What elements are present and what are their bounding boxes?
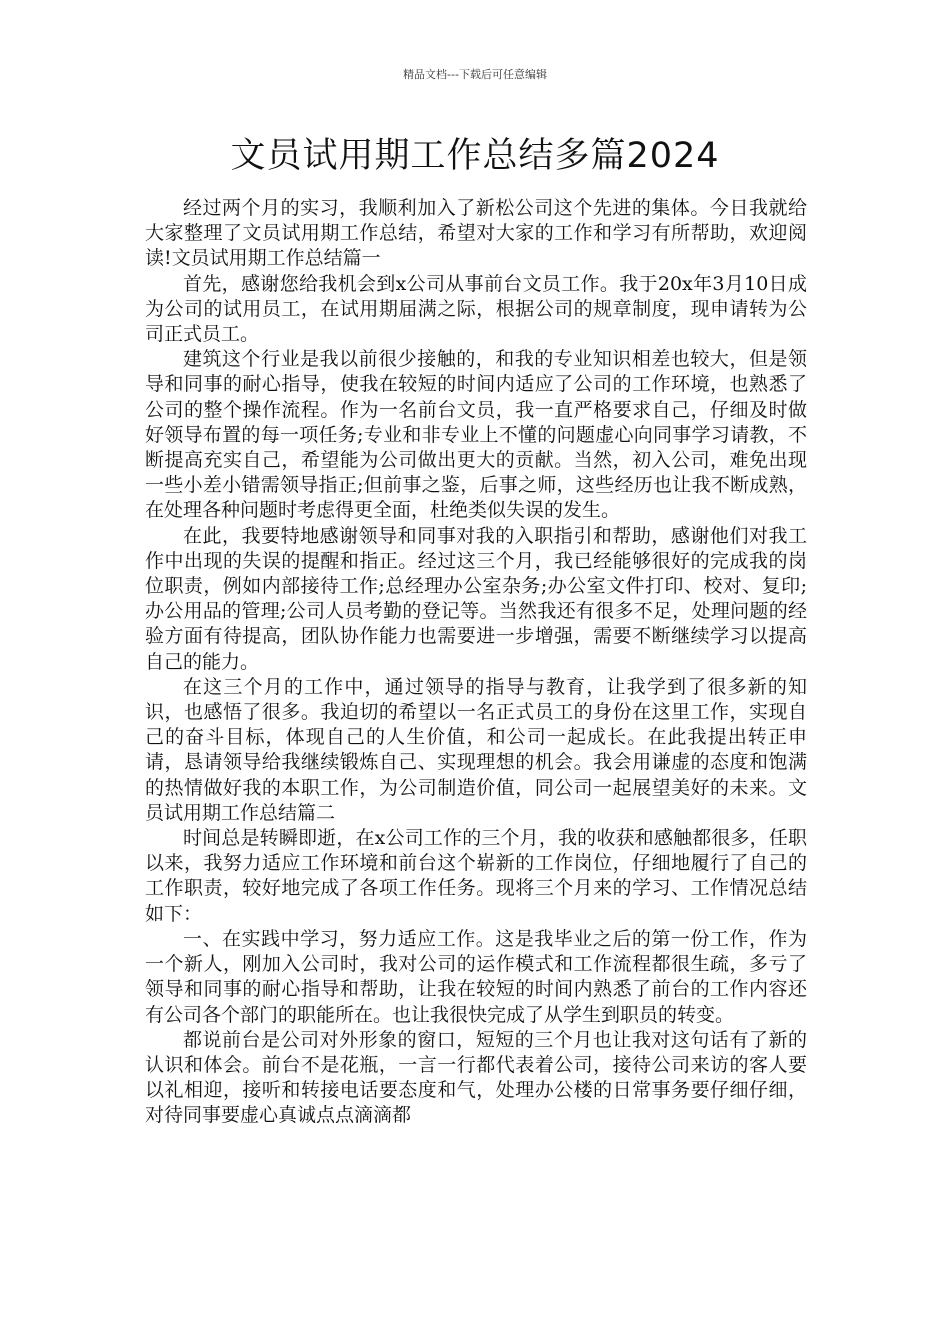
paragraph-intro: 经过两个月的实习，我顺利加入了新松公司这个先进的集体。今日我就给大家整理了文员试用期工作总结，希望对大家的工作和学习有所帮助，欢迎阅读!文员试用期工作总结篇一 bbox=[145, 197, 807, 270]
paragraph: 建筑这个行业是我以前很少接触的，和我的专业知识相差也较大，但是领导和同事的耐心指导，使我在较短的时间内适应了公司的工作环境，也熟悉了公司的整个操作流程。作为一名前台文员，我一直严格要求自己，仔细及时做好领导布置的每一项任务;专业和非专业上不懂的问题虚心向同事学习请教，不断提高充实自己，希望能为公司做出更大的贡献。当然，初入公司，难免出现一些小差小错需领导指正;但前事之鉴，后事之师，这些经历也让我不断成熟，在处理各种问题时考虑得更全面，杜绝类似失误的发生。 bbox=[145, 348, 807, 522]
page-header: 精品文档---下载后可任意编辑 bbox=[403, 68, 547, 81]
document-title: 文员试用期工作总结多篇2024 bbox=[230, 136, 720, 176]
paragraph: 首先，感谢您给我机会到x公司从事前台文员工作。我于20x年3月10日成为公司的试用员工，在试用期届满之际，根据公司的规章制度，现申请转为公司正式员工。 bbox=[145, 272, 807, 346]
paragraph: 在此，我要特地感谢领导和同事对我的入职指引和帮助，感谢他们对我工作中出现的失误的提醒和指正。经过这三个月，我已经能够很好的完成我的岗位职责，例如内部接待工作;总经理办公室杂务;办公室文件打印、校对、复印;办公用品的管理;公司人员考勤的登记等。当然我还有很多不足，处理问题的经验方面有待提高，团队协作能力也需要进一步增强，需要不断继续学习以提高自己的能力。 bbox=[145, 524, 807, 673]
paragraph: 时间总是转瞬即逝，在x公司工作的三个月，我的收获和感触都很多，任职以来，我努力适应工作环境和前台这个崭新的工作岗位，仔细地履行了自己的工作职责，较好地完成了各项工作任务。现将三个月来的学习、工作情况总结如下： bbox=[145, 827, 807, 925]
paragraph: 都说前台是公司对外形象的窗口，短短的三个月也让我对这句话有了新的认识和体会。前台不是花瓶，一言一行都代表着公司，接待公司来访的客人要以礼相迎，接听和转接电话要态度和气，处理办公楼的日常事务要仔细仔细，对待同事要虚心真诚点点滴滴都 bbox=[145, 1028, 807, 1127]
paragraph: 一、在实践中学习，努力适应工作。这是我毕业之后的第一份工作，作为一个新人，刚加入公司时，我对公司的运作模式和工作流程都很生疏，多亏了领导和同事的耐心指导和帮助，让我在较短的时间内熟悉了前台的工作内容还有公司各个部门的职能所在。也让我很快完成了从学生到职员的转变。 bbox=[145, 927, 807, 1026]
paragraph: 在这三个月的工作中，通过领导的指导与教育，让我学到了很多新的知识，也感悟了很多。我迫切的希望以一名正式员工的身份在这里工作，实现自己的奋斗目标，体现自己的人生价值，和公司一起成长。在此我提出转正申请，恳请领导给我继续锻炼自己、实现理想的机会。我会用谦虚的态度和饱满的热情做好我的本职工作，为公司制造价值，同公司一起展望美好的未来。文员试用期工作总结篇二 bbox=[145, 675, 807, 824]
document-body bbox=[145, 196, 807, 1129]
